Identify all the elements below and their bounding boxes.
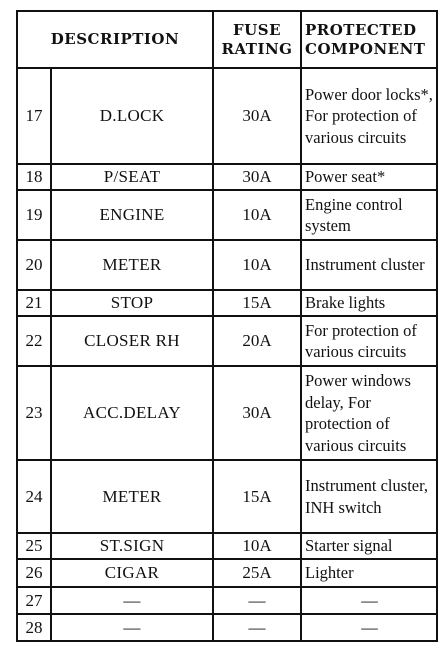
row-description: —	[51, 587, 213, 614]
table-row	[17, 559, 437, 587]
row-number: 19	[17, 190, 51, 240]
row-component: Instrument cluster, INH switch	[301, 460, 437, 533]
row-rating: 30A	[213, 366, 301, 460]
row-rating: 30A	[213, 164, 301, 190]
table-row	[17, 587, 437, 614]
row-description: ACC.DELAY	[51, 366, 213, 460]
row-component: Instrument cluster	[301, 240, 437, 290]
row-component: —	[301, 587, 437, 614]
row-number: 23	[17, 366, 51, 460]
row-description: ST.SIGN	[51, 533, 213, 559]
row-rating: 20A	[213, 316, 301, 366]
row-description: METER	[51, 460, 213, 533]
row-rating: —	[213, 614, 301, 641]
row-component: Engine control system	[301, 190, 437, 240]
row-rating: 15A	[213, 460, 301, 533]
table-row	[17, 614, 437, 641]
row-number: 18	[17, 164, 51, 190]
fuse-table	[16, 10, 438, 642]
row-number: 20	[17, 240, 51, 290]
row-component: Power windows delay, For protection of various circuits	[301, 366, 437, 460]
table-row	[17, 240, 437, 290]
row-rating: 30A	[213, 68, 301, 164]
row-component: Power seat*	[301, 164, 437, 190]
row-rating: 10A	[213, 190, 301, 240]
row-description: ENGINE	[51, 190, 213, 240]
row-number: 21	[17, 290, 51, 316]
row-number: 24	[17, 460, 51, 533]
row-rating: 10A	[213, 533, 301, 559]
row-description: —	[51, 614, 213, 641]
row-component: For protection of various circuits	[301, 316, 437, 366]
protected-component-header	[301, 11, 437, 68]
row-component: Power door locks*, For protection of various circuits	[301, 68, 437, 164]
row-number: 27	[17, 587, 51, 614]
table-row	[17, 164, 437, 190]
table-header-row	[17, 11, 437, 68]
row-number: 22	[17, 316, 51, 366]
row-description: METER	[51, 240, 213, 290]
row-number: 28	[17, 614, 51, 641]
row-rating: 10A	[213, 240, 301, 290]
row-number: 25	[17, 533, 51, 559]
table-row	[17, 460, 437, 533]
table-row	[17, 290, 437, 316]
fuse-header-line2: RATING	[221, 39, 293, 58]
row-description: STOP	[51, 290, 213, 316]
table-row	[17, 316, 437, 366]
row-description: CLOSER RH	[51, 316, 213, 366]
row-rating: —	[213, 587, 301, 614]
table-row	[17, 190, 437, 240]
row-number: 17	[17, 68, 51, 164]
description-header-label: DESCRIPTION	[50, 30, 180, 48]
row-number: 26	[17, 559, 51, 587]
row-description: P/SEAT	[51, 164, 213, 190]
component-header-line1: PROTECTED	[305, 20, 417, 39]
fuse-rating-header	[213, 11, 301, 68]
row-component: —	[301, 614, 437, 641]
description-header	[17, 11, 213, 68]
row-component: Lighter	[301, 559, 437, 587]
component-header-line2: COMPONENT	[305, 39, 426, 58]
table-row	[17, 68, 437, 164]
row-component: Brake lights	[301, 290, 437, 316]
row-description: CIGAR	[51, 559, 213, 587]
row-rating: 15A	[213, 290, 301, 316]
table-row	[17, 366, 437, 460]
table-row	[17, 533, 437, 559]
row-component: Starter signal	[301, 533, 437, 559]
fuse-header-line1: FUSE	[233, 20, 281, 39]
row-description: D.LOCK	[51, 68, 213, 164]
row-rating: 25A	[213, 559, 301, 587]
